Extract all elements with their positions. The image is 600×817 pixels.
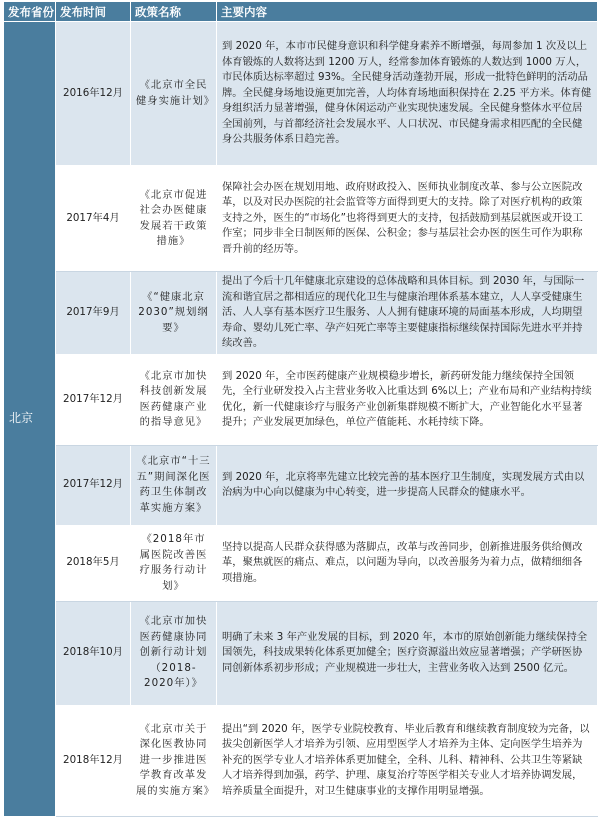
content-cell: 到 2020 年，本市市民健身意识和科学健身素养不断增强，每周参加 1 次及以上体育锻炼的人数将达到 1200 万人，经常参加体育锻炼的人数达到 1000 万人，市民体质达标率超过 93%。全民健身活动蓬勃开展，形成一批特色鲜明的活动品牌。全民健身场地设施更加完善，人均体育场地面积保持在 2.25 平方米。体育健身组织活力显著增强，健身休闲运动产业实现快速发展。全民健身整体水平位居全国前列，与首都经济社会发展水平、人口状况、市民健身需求相匹配的全民健身公共服务体系日趋完善。 bbox=[217, 22, 598, 166]
content-cell: 明确了未来 3 年产业发展的目标，到 2020 年，本市的原始创新能力继续保持全国领先，科技成果转化体系更加健全；医疗资源溢出效应显著增强；产学研医协同创新体系初步形成；产业规模进一步壮大，主营业务收入达到 2500 亿元。 bbox=[217, 601, 598, 705]
date-cell: 2017年9月 bbox=[56, 272, 131, 355]
policy-name-cell: 《北京市全民健身实施计划》 bbox=[131, 22, 217, 166]
date-cell: 2017年12月 bbox=[56, 445, 131, 525]
date-cell: 2016年12月 bbox=[56, 22, 131, 166]
date-cell: 2017年4月 bbox=[56, 166, 131, 272]
content-cell: 坚持以提高人民群众获得感为落脚点，改革与改善同步，创新推进服务供给侧改革，聚焦就医的痛点、难点，以问题为导向，以改善服务为着力点，做精细细各项措施。 bbox=[217, 525, 598, 601]
table-row bbox=[4, 705, 598, 816]
header-policy-name: 政策名称 bbox=[131, 2, 217, 22]
header-main-content: 主要内容 bbox=[217, 2, 598, 22]
content-cell: 保障社会办医在规划用地、政府财政投入、医师执业制度改革、参与公立医院改革，以及对民办医院的社会监管等方面得到更大的支持。除了对医疗机构的政策支持之外，医生的“市场化”也将得到更大的支持，包括鼓励到基层就医或开设工作室；同步非全日制医师的医保、公积金；参与基层社会办医的医生可作为职称晋升前的经历等。 bbox=[217, 166, 598, 272]
policy-name-cell: 《2018年市属医院改善医疗服务行动计划》 bbox=[131, 525, 217, 601]
policy-table bbox=[3, 1, 598, 817]
date-cell: 2017年12月 bbox=[56, 354, 131, 445]
header-date: 发布时间 bbox=[56, 2, 131, 22]
content-cell: 到 2020 年，北京将率先建立比较完善的基本医疗卫生制度，实现发展方式由以治病为中心向以健康为中心转变，进一步提高人民群众的健康水平。 bbox=[217, 445, 598, 525]
table-header-row bbox=[4, 2, 598, 22]
policy-name-cell: 《北京市加快科技创新发展医药健康产业的指导意见》 bbox=[131, 354, 217, 445]
content-cell: 提出“到 2020 年，医学专业院校教育、毕业后教育和继续教育制度较为完备，以拔尖创新医学人才培养为引领、应用型医学人才培养为主体、定向医学生培养为补充的医学专业人才培养体系更加健全，全科、儿科、精神科、公共卫生等紧缺人才培养得到加强，药学、护理、康复治疗等医学相关专业人才培养协调发展，培养质量全面提升，对卫生健康事业的支撑作用明显增强。 bbox=[217, 705, 598, 816]
table-row bbox=[4, 272, 598, 355]
content-cell: 提出了今后十几年健康北京建设的总体战略和具体目标。到 2030 年，与国际一流和谐宜居之都相适应的现代化卫生与健康治理体系基本建立，人人享受健康生活、人人享有基本医疗卫生服务、人人拥有健康环境的局面基本形成，人均期望寿命、婴幼儿死亡率、孕产妇死亡率等主要健康指标继续保持国际先进水平并持续改善。 bbox=[217, 272, 598, 355]
date-cell: 2018年12月 bbox=[56, 705, 131, 816]
policy-name-cell: 《北京市加快医药健康协同创新行动计划（2018-2020年）》 bbox=[131, 601, 217, 705]
province-cell: 北京 bbox=[4, 22, 56, 817]
policy-name-cell: 《“健康北京2030”规划纲要》 bbox=[131, 272, 217, 355]
table-row bbox=[4, 166, 598, 272]
date-cell: 2018年5月 bbox=[56, 525, 131, 601]
policy-name-cell: 《北京市“十三五”期间深化医药卫生体制改革实施方案》 bbox=[131, 445, 217, 525]
date-cell: 2018年10月 bbox=[56, 601, 131, 705]
policy-name-cell: 《北京市关于深化医教协同进一步推进医学教育改革发展的实施方案》 bbox=[131, 705, 217, 816]
content-cell: 到 2020 年，全市医药健康产业规模稳步增长，新药研发能力继续保持全国领先，全行业研发投入占主营业务收入比重达到 6%以上；产业布局和产业结构持续优化，新一代健康诊疗与服务产业创新集群规模不断扩大，产业智能化水平显著提升；产业发展更加绿色，单位产值能耗、水耗持续下降。 bbox=[217, 354, 598, 445]
table-row bbox=[4, 354, 598, 445]
table-row bbox=[4, 525, 598, 601]
header-province: 发布省份 bbox=[4, 2, 56, 22]
table-row bbox=[4, 22, 598, 166]
table-row bbox=[4, 445, 598, 525]
policy-name-cell: 《北京市促进社会办医健康发展若干政策措施》 bbox=[131, 166, 217, 272]
table-row bbox=[4, 601, 598, 705]
